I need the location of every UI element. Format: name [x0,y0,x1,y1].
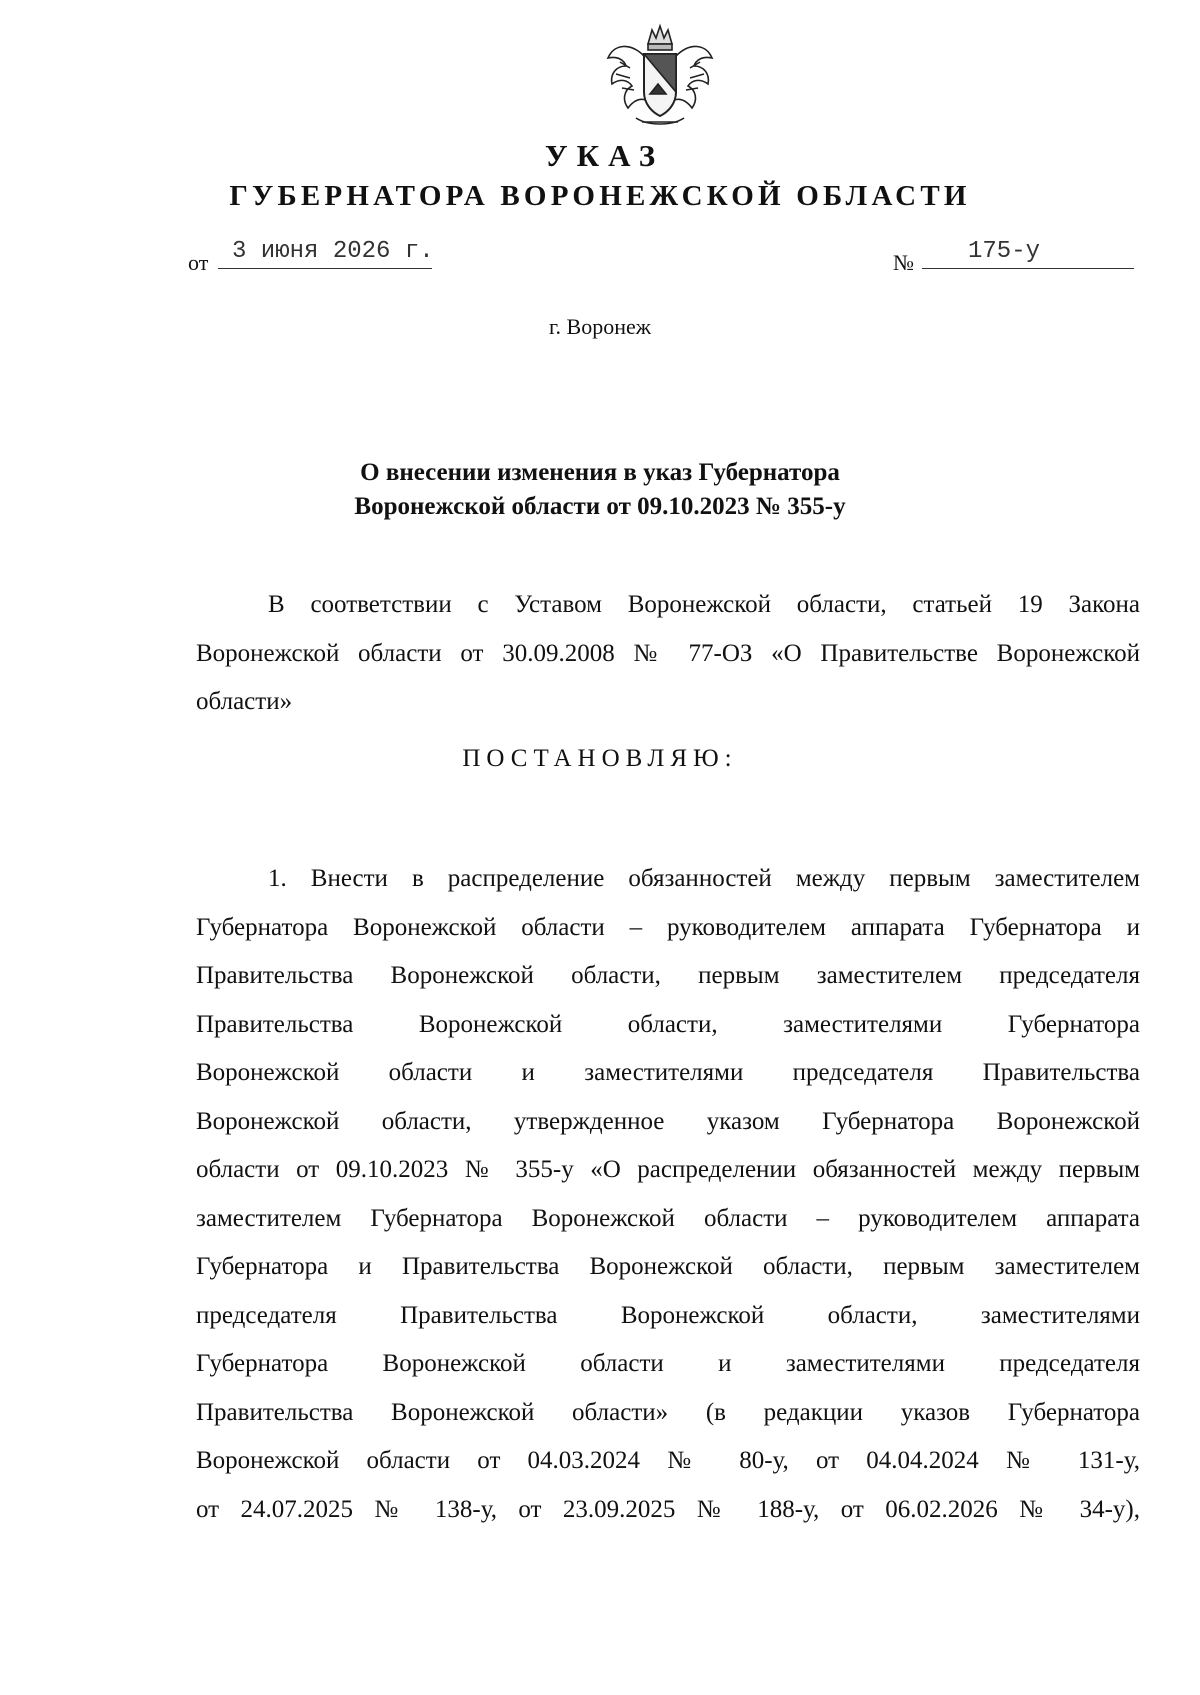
number-underline [922,268,1134,269]
item-line: Воронежской области и заместителями председателя Правительства [196,1059,1140,1086]
decree-heading-line-1: О внесении изменения в указ Губернатора [360,459,840,486]
item-line: председателя Правительства Воронежской области, заместителями [196,1301,1140,1329]
date-value: 3 июня 2026 г. [232,238,434,265]
date-underline [218,268,432,269]
item-line: Воронежской области, утвержденное указом Губернатора Воронежской [196,1107,1140,1135]
item-line: Губернатора и Правительства Воронежской области, первым заместителем [196,1253,1140,1280]
decree-heading-line-2: Воронежской области от 09.10.2023 № 355-у [354,493,846,520]
city-label: г. Воронеж [549,314,651,339]
coat-of-arms-emblem [600,22,720,132]
preamble-paragraph [196,581,1140,727]
preamble-line: Воронежской области от 30.09.2008 № 77-ОЗ «О Правительстве Воронежской [196,639,1140,667]
item-line: 1. Внести в распределение обязанностей между первым заместителем [268,865,1140,892]
number-value: 175-у [968,238,1041,265]
item-line: Правительства Воронежской области, заместителями Губернатора [196,1010,1140,1038]
item-line: от 24.07.2025 № 138-у, от 23.09.2025 № 188-у, от 06.02.2026 № 34-у), [196,1495,1140,1523]
decree-word: ПОСТАНОВЛЯЮ: [462,745,738,772]
item-line: области от 09.10.2023 № 355-у «О распределении обязанностей между первым [196,1156,1140,1183]
item-line: Правительства Воронежской области» (в редакции указов Губернатора [196,1398,1140,1426]
item-1-paragraph [196,855,1140,1534]
document-type-title: УКАЗ [544,138,665,173]
preamble-line: области» [196,688,293,715]
number-prefix-label: № [893,250,914,275]
voronezh-coat-of-arms-icon [600,22,720,132]
date-prefix-label: от [188,250,209,275]
item-line: Правительства Воронежской области, первым заместителем председателя [196,962,1140,989]
issuer-title: ГУБЕРНАТОРА ВОРОНЕЖСКОЙ ОБЛАСТИ [229,180,971,212]
item-line: Губернатора Воронежской области и заместителями председателя [196,1350,1140,1377]
item-line: Губернатора Воронежской области – руководителем аппарата Губернатора и [196,913,1140,941]
item-line: Воронежской области от 04.03.2024 № 80-у, от 04.04.2024 № 131-у, [196,1447,1140,1474]
preamble-line: В соответствии с Уставом Воронежской области, статьей 19 Закона [268,591,1140,618]
item-line: заместителем Губернатора Воронежской области – руководителем аппарата [196,1204,1140,1232]
